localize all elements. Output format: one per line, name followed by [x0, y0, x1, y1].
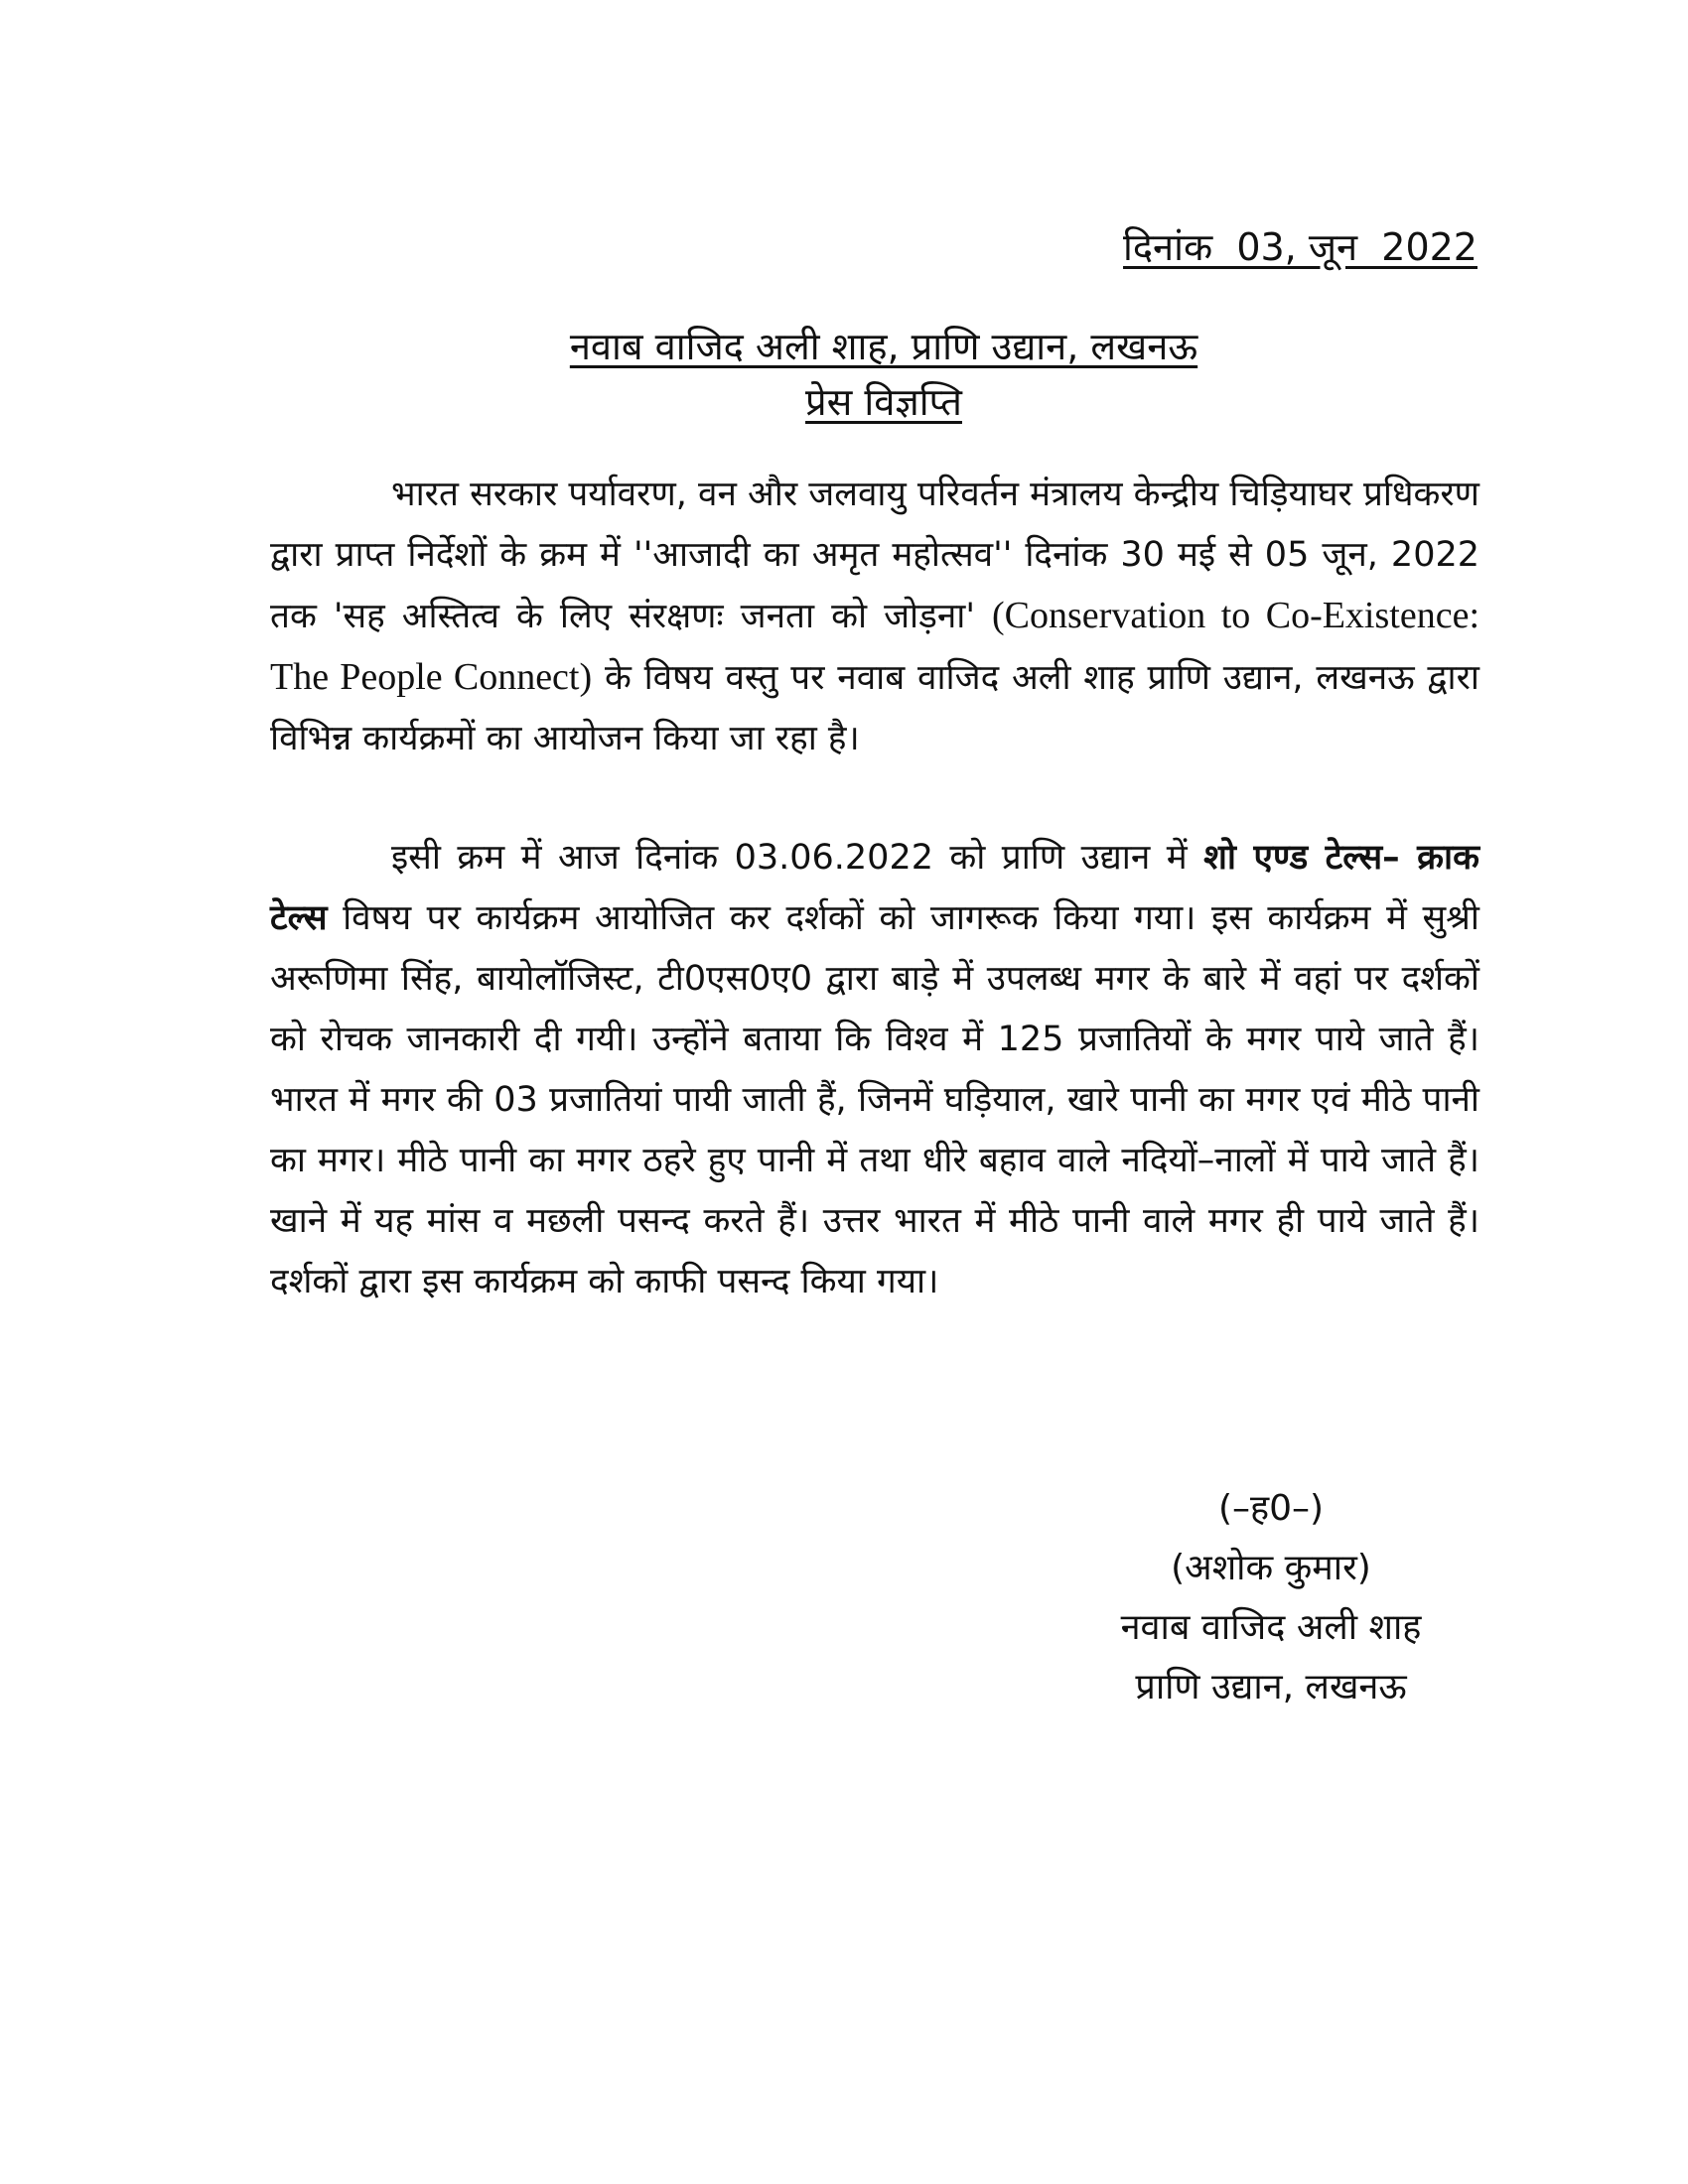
- paragraph-2: [270, 828, 1479, 1312]
- signature-mark: (–ह0–): [1217, 1488, 1325, 1529]
- signatory-org-line-1: नवाब वाजिद अली शाह: [1120, 1607, 1422, 1648]
- paragraph-2-part-2: विषय पर कार्यक्रम आयोजित कर दर्शकों को जागरूक किया गया। इस कार्यक्रम में सुश्री अरूणिमा सिंह, बायोलॉजिस्ट, टी0एस0ए0 द्वारा बाड़े में उपलब्ध मगर के बारे में वहां पर दर्शकों को रोचक जानकारी दी गयी। उन्होंने बताया कि विश्व में 125 प्रजातियों के मगर पाये जाते हैं। भारत में मगर की 03 प्रजातियां पायी जाती हैं, जिनमें घड़ियाल, खारे पानी का मगर एवं मीठे पानी का मगर। मीठे पानी का मगर ठहरे हुए पानी में तथा धीरे बहाव वाले नदियों–नालों में पाये जाते हैं। खाने में यह मांस व मछली पसन्द करते हैं। उत्तर भारत में मीठे पानी वाले मगर ही पाये जाते हैं। दर्शकों द्वारा इस कार्यक्रम को काफी पसन्द किया गया।: [270, 898, 1479, 1301]
- signature-block: [1053, 1479, 1489, 1717]
- paragraph-1-part-1: भारत सरकार पर्यावरण, वन और जलवायु परिवर्तन मंत्रालय केन्द्रीय चिड़ियाघर प्रधिकरण द्वारा प्राप्त निर्देशों के क्रम में ''आजादी का अमृत महोत्सव'' दिनांक 30 मई से 05 जून, 2022 तक 'सह अस्तित्व के लिए संरक्षणः जनता को जोड़ना': [270, 475, 1479, 636]
- paragraph-2-part-1: इसी क्रम में आज दिनांक 03.06.2022 को प्राणि उद्यान में: [391, 838, 1204, 878]
- press-release-heading: [40, 375, 1688, 427]
- signatory-name: (अशोक कुमार): [1171, 1548, 1371, 1588]
- organization-heading: [40, 320, 1688, 371]
- english-theme-text: (Conservation to Co-Existence: The People Connect): [270, 595, 1479, 698]
- paragraph-1-part-2: के विषय वस्तु पर नवाब वाजिद अली शाह प्राणि उद्यान, लखनऊ द्वारा विभिन्न कार्यक्रमों का आयोजन किया जा रहा है।: [270, 658, 1479, 758]
- press-release-title: प्रेस विज्ञप्ति: [805, 380, 962, 424]
- paragraph-1: [270, 465, 1479, 769]
- signatory-org-line-2: प्राणि उद्यान, लखनऊ: [1135, 1667, 1407, 1707]
- program-title-bold: शो एण्ड टेल्स– क्राक टेल्स: [270, 838, 1479, 938]
- date-line: दिनांक 03, जून 2022: [1123, 225, 1477, 269]
- organization-name: नवाब वाजिद अली शाह, प्राणि उद्यान, लखनऊ: [569, 325, 1198, 368]
